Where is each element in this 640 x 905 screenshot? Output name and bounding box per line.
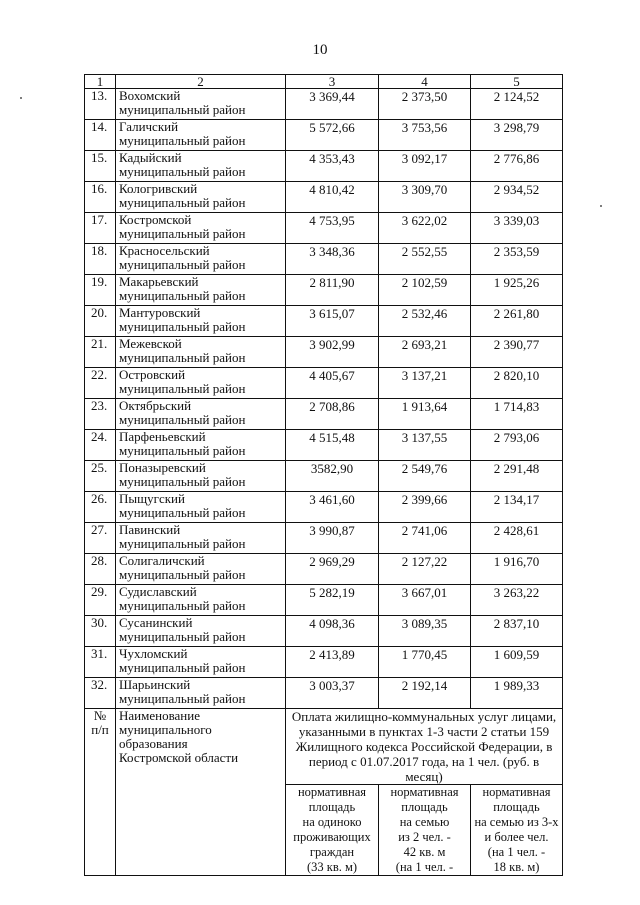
payment-family-cell: 1 714,83 [471, 399, 563, 430]
subheader-line: на семью [399, 815, 450, 829]
row-number-cell: 25. [85, 461, 116, 492]
municipality-name-cell [116, 182, 286, 213]
municipality-name-line: Судиславский [119, 584, 197, 599]
payment-single-cell: 3 369,44 [286, 89, 379, 120]
footer-header-row [85, 709, 563, 785]
municipality-name-line: Шарьинский [119, 677, 191, 692]
row-number-header-line: п/п [91, 722, 109, 737]
subheader-line: (на 1 чел. - [395, 860, 454, 874]
subheader-line: на одиноко [302, 815, 362, 829]
table-row [85, 430, 563, 461]
payment-single-cell: 4 810,42 [286, 182, 379, 213]
payment-header-line: указанными в пунктах 1-3 части 2 статьи 159 [298, 724, 550, 739]
row-number-cell: 28. [85, 554, 116, 585]
payment-single-cell: 2 969,29 [286, 554, 379, 585]
payment-single-cell: 3582,90 [286, 461, 379, 492]
payment-two-person-cell: 2 102,59 [379, 275, 471, 306]
table-row [85, 120, 563, 151]
payment-family-cell: 3 263,22 [471, 585, 563, 616]
row-number-cell: 20. [85, 306, 116, 337]
municipality-name-line: Пыщугский [119, 491, 185, 506]
municipality-name-cell [116, 523, 286, 554]
subheader-line: нормативная [390, 785, 459, 799]
payment-single-cell: 3 990,87 [286, 523, 379, 554]
row-number-cell: 13. [85, 89, 116, 120]
payment-two-person-cell: 2 373,50 [379, 89, 471, 120]
municipality-name-line: муниципальный район [119, 319, 246, 334]
municipality-name-cell [116, 89, 286, 120]
payment-two-person-cell: 3 137,55 [379, 430, 471, 461]
municipality-name-cell [116, 430, 286, 461]
norm-area-family-header [471, 785, 563, 876]
payment-two-person-cell: 3 309,70 [379, 182, 471, 213]
municipality-name-cell [116, 647, 286, 678]
table-body [85, 75, 563, 709]
municipality-name-line: муниципальный район [119, 164, 246, 179]
payment-family-cell: 2 776,86 [471, 151, 563, 182]
payment-two-person-cell: 2 532,46 [379, 306, 471, 337]
payment-family-cell: 2 124,52 [471, 89, 563, 120]
payment-two-person-cell: 2 127,22 [379, 554, 471, 585]
municipality-name-line: муниципальный район [119, 629, 246, 644]
municipality-name-header [116, 709, 286, 876]
payment-family-cell: 2 934,52 [471, 182, 563, 213]
municipality-name-line: муниципальный район [119, 195, 246, 210]
municipality-name-cell [116, 306, 286, 337]
municipality-name-line: муниципальный район [119, 257, 246, 272]
table-row [85, 461, 563, 492]
footer-header-section [85, 709, 563, 876]
municipality-name-cell [116, 616, 286, 647]
payment-family-cell: 2 837,10 [471, 616, 563, 647]
municipality-name-line: Костромской [119, 212, 192, 227]
municipality-name-line: муниципальный район [119, 102, 246, 117]
municipality-name-cell [116, 244, 286, 275]
row-number-header-line: № [93, 708, 107, 723]
payment-header [286, 709, 563, 785]
subheader-line: и более чел. [484, 830, 549, 844]
table-row [85, 275, 563, 306]
row-number-cell: 16. [85, 182, 116, 213]
payment-two-person-cell: 3 667,01 [379, 585, 471, 616]
payment-single-cell: 2 413,89 [286, 647, 379, 678]
table-row [85, 213, 563, 244]
payment-family-cell: 2 353,59 [471, 244, 563, 275]
payment-single-cell: 3 348,36 [286, 244, 379, 275]
column-header: 4 [379, 75, 471, 89]
subheader-line: (33 кв. м) [306, 860, 358, 874]
municipality-name-line: муниципальный район [119, 505, 246, 520]
column-header: 5 [471, 75, 563, 89]
payment-single-cell: 2 811,90 [286, 275, 379, 306]
payment-header-line: Оплата жилищно-коммунальных услуг лицами, [291, 709, 557, 724]
payment-two-person-cell: 2 399,66 [379, 492, 471, 523]
column-header: 1 [85, 75, 116, 89]
municipality-name-line: Павинский [119, 522, 181, 537]
municipality-name-line: муниципальный район [119, 288, 246, 303]
municipality-name-line: Галичский [119, 119, 179, 134]
payment-family-cell: 3 339,03 [471, 213, 563, 244]
payment-two-person-cell: 3 137,21 [379, 368, 471, 399]
municipality-name-line: муниципальный район [119, 443, 246, 458]
municipality-name-line: муниципальный район [119, 567, 246, 582]
payment-two-person-cell: 2 741,06 [379, 523, 471, 554]
name-header-line: муниципального [119, 722, 212, 737]
municipality-name-line: муниципальный район [119, 691, 246, 706]
table-row [85, 523, 563, 554]
norm-area-single-header [286, 785, 379, 876]
municipality-name-line: Парфеньевский [119, 429, 206, 444]
table-row [85, 585, 563, 616]
page-number: 10 [312, 42, 328, 58]
row-number-cell: 31. [85, 647, 116, 678]
municipality-name-line: Сусанинский [119, 615, 193, 630]
municipality-name-line: муниципальный район [119, 412, 246, 427]
payment-two-person-cell: 1 770,45 [379, 647, 471, 678]
municipality-name-cell [116, 678, 286, 709]
municipality-name-line: муниципальный район [119, 133, 246, 148]
row-number-cell: 18. [85, 244, 116, 275]
payment-single-cell: 4 098,36 [286, 616, 379, 647]
municipality-name-cell [116, 585, 286, 616]
municipality-name-line: муниципальный район [119, 381, 246, 396]
column-header: 2 [116, 75, 286, 89]
subheader-line: 18 кв. м) [493, 860, 540, 874]
name-header-line: Наименование [119, 708, 200, 723]
payment-single-cell: 3 615,07 [286, 306, 379, 337]
subheader-line: на семью из 3-х [474, 815, 559, 829]
payment-two-person-cell: 3 622,02 [379, 213, 471, 244]
municipality-name-cell [116, 151, 286, 182]
municipality-name-line: муниципальный район [119, 536, 246, 551]
payment-two-person-cell: 2 693,21 [379, 337, 471, 368]
table-row [85, 554, 563, 585]
municipality-name-line: муниципальный район [119, 598, 246, 613]
payment-single-cell: 4 515,48 [286, 430, 379, 461]
payment-single-cell: 3 461,60 [286, 492, 379, 523]
municipality-name-line: Кадыйский [119, 150, 182, 165]
row-number-cell: 27. [85, 523, 116, 554]
column-number-header-row [85, 75, 563, 89]
payment-two-person-cell: 2 549,76 [379, 461, 471, 492]
row-number-cell: 29. [85, 585, 116, 616]
municipality-name-cell [116, 120, 286, 151]
municipality-name-cell [116, 368, 286, 399]
payment-family-cell: 2 390,77 [471, 337, 563, 368]
municipality-name-cell [116, 554, 286, 585]
scan-speck [600, 205, 602, 207]
table-row [85, 616, 563, 647]
payment-single-cell: 2 708,86 [286, 399, 379, 430]
row-number-cell: 17. [85, 213, 116, 244]
payment-family-cell: 2 793,06 [471, 430, 563, 461]
municipality-name-line: Вохомский [119, 88, 181, 103]
payment-header-line: Жилищного кодекса Российской Федерации, в [295, 739, 553, 754]
table-row [85, 399, 563, 430]
subheader-line: проживающих [293, 830, 371, 844]
subheader-line: граждан [309, 845, 355, 859]
payment-two-person-cell: 2 192,14 [379, 678, 471, 709]
row-number-cell: 24. [85, 430, 116, 461]
municipality-name-line: Островский [119, 367, 186, 382]
payment-family-cell: 3 298,79 [471, 120, 563, 151]
municipality-name-line: муниципальный район [119, 660, 246, 675]
row-number-cell: 22. [85, 368, 116, 399]
payment-single-cell: 3 003,37 [286, 678, 379, 709]
payment-two-person-cell: 3 089,35 [379, 616, 471, 647]
municipality-name-cell [116, 337, 286, 368]
row-number-cell: 32. [85, 678, 116, 709]
table-row [85, 151, 563, 182]
norm-area-two-person-header [379, 785, 471, 876]
table-row [85, 492, 563, 523]
row-number-cell: 14. [85, 120, 116, 151]
municipality-name-line: Солигаличский [119, 553, 205, 568]
table-row [85, 678, 563, 709]
municipality-name-cell [116, 399, 286, 430]
municipality-name-line: Чухломский [119, 646, 188, 661]
subheader-line: (на 1 чел. - [487, 845, 546, 859]
payment-two-person-cell: 3 092,17 [379, 151, 471, 182]
municipality-name-line: Поназыревский [119, 460, 206, 475]
payment-family-cell: 2 428,61 [471, 523, 563, 554]
payment-single-cell: 4 753,95 [286, 213, 379, 244]
municipality-name-line: муниципальный район [119, 226, 246, 241]
payment-family-cell: 2 134,17 [471, 492, 563, 523]
municipality-name-cell [116, 492, 286, 523]
municipality-name-cell [116, 213, 286, 244]
benefits-table [84, 74, 563, 876]
name-header-line: образования [119, 736, 188, 751]
column-header: 3 [286, 75, 379, 89]
row-number-cell: 15. [85, 151, 116, 182]
subheader-line: площадь [493, 800, 540, 814]
subheader-line: нормативная [297, 785, 367, 799]
payment-single-cell: 4 405,67 [286, 368, 379, 399]
table-row [85, 306, 563, 337]
payment-header-line: период с 01.07.2017 года, на 1 чел. (руб. в месяц) [308, 754, 540, 784]
payment-single-cell: 3 902,99 [286, 337, 379, 368]
municipality-name-line: Макарьевский [119, 274, 199, 289]
municipality-name-cell [116, 461, 286, 492]
payment-family-cell: 1 925,26 [471, 275, 563, 306]
subheader-line: 42 кв. м [403, 845, 446, 859]
row-number-cell: 23. [85, 399, 116, 430]
municipality-name-line: Октябрьский [119, 398, 192, 413]
payment-two-person-cell: 2 552,55 [379, 244, 471, 275]
subheader-line: из 2 чел. - [398, 830, 451, 844]
payment-family-cell: 1 609,59 [471, 647, 563, 678]
payment-family-cell: 1 989,33 [471, 678, 563, 709]
row-number-cell: 26. [85, 492, 116, 523]
payment-two-person-cell: 3 753,56 [379, 120, 471, 151]
payment-single-cell: 4 353,43 [286, 151, 379, 182]
scan-speck [20, 97, 22, 99]
table-row [85, 244, 563, 275]
payment-two-person-cell: 1 913,64 [379, 399, 471, 430]
payment-family-cell: 1 916,70 [471, 554, 563, 585]
municipality-name-line: муниципальный район [119, 350, 246, 365]
subheader-line: нормативная [482, 785, 551, 799]
payment-family-cell: 2 820,10 [471, 368, 563, 399]
municipality-name-line: муниципальный район [119, 474, 246, 489]
row-number-cell: 30. [85, 616, 116, 647]
payment-family-cell: 2 291,48 [471, 461, 563, 492]
subheader-line: площадь [401, 800, 448, 814]
table-row [85, 368, 563, 399]
municipality-name-line: Мантуровский [119, 305, 201, 320]
municipality-name-line: Красносельский [119, 243, 210, 258]
municipality-name-line: Межевской [119, 336, 182, 351]
payment-family-cell: 2 261,80 [471, 306, 563, 337]
municipality-name-line: Кологривский [119, 181, 198, 196]
subheader-line: площадь [308, 800, 356, 814]
municipality-name-cell [116, 275, 286, 306]
name-header-line: Костромской области [119, 750, 239, 765]
table-row [85, 89, 563, 120]
table-row [85, 647, 563, 678]
payment-single-cell: 5 282,19 [286, 585, 379, 616]
table-row [85, 337, 563, 368]
row-number-cell: 21. [85, 337, 116, 368]
row-number-cell: 19. [85, 275, 116, 306]
payment-single-cell: 5 572,66 [286, 120, 379, 151]
row-number-header [85, 709, 116, 876]
table-row [85, 182, 563, 213]
